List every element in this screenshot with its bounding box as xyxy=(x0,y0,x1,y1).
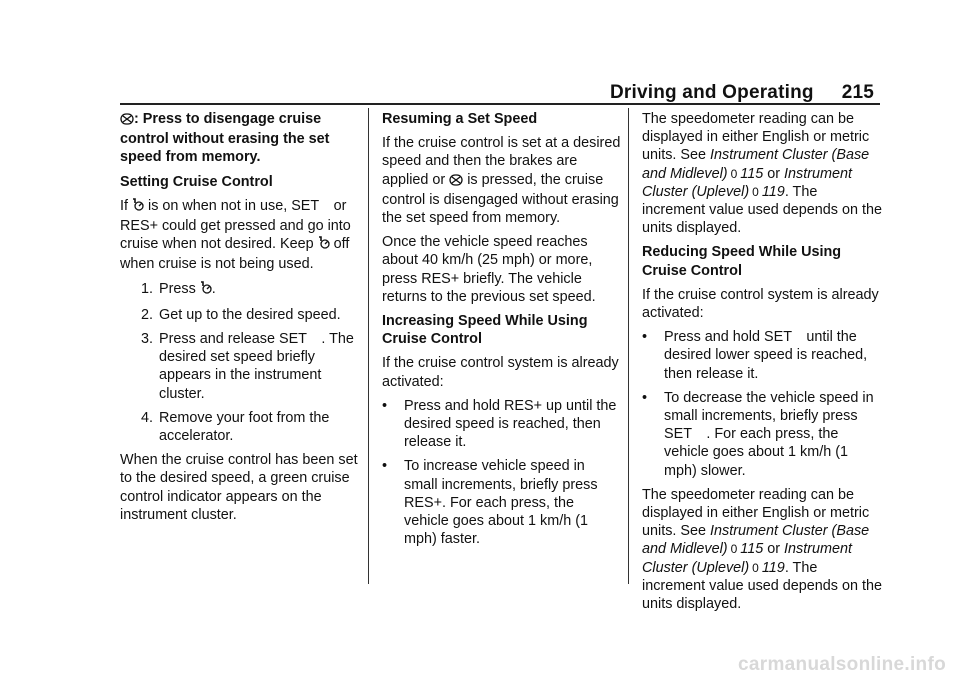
list-item: • Press and hold SET until the desired lower speed is reached, then release it. xyxy=(642,329,868,382)
reduce-heading: Reducing Speed While Using Cruise Control xyxy=(642,244,842,279)
watermark: carmanualsonline.info xyxy=(738,654,946,675)
resume-paragraph-2: Once the vehicle speed reaches about 40 km/h (25 mph) or more, press RES+ briefly. The vehicle returns to the previous set speed. xyxy=(382,234,596,305)
list-item: 2. Get up to the desired speed. xyxy=(140,306,341,323)
list-item: 4. Remove your foot from the accelerator. xyxy=(140,409,330,445)
cruise-control-icon xyxy=(132,198,144,217)
cross-reference-link[interactable]: Instrument Cluster (Uplevel) xyxy=(642,165,853,200)
cruise-control-icon xyxy=(318,236,330,255)
list-item: • Press and hold RES+ up until the desired speed is reached, then release it. xyxy=(382,397,617,451)
speedometer-paragraph-2: The speedometer reading can be displayed in either English or metric units. See Instrument Cluster (Base and Midlevel) 0 115 or Instrument Cluster (Uplevel) 0 119. The increment value used depends on the units displayed. xyxy=(642,486,883,613)
list-item: 3. Press and release SET . The desired set speed briefly appears in the instrument cluster. xyxy=(140,331,354,402)
column-divider-1 xyxy=(368,108,369,584)
increase-list xyxy=(382,397,622,549)
increase-intro: If the cruise control system is already activated: xyxy=(382,355,619,390)
setting-paragraph xyxy=(120,197,360,274)
list-item: • To increase vehicle speed in small increments, briefly press RES+. For each press, the vehicle goes about 1 km/h (1 mph) faster. xyxy=(382,458,598,548)
reduce-intro: If the cruise control system is already activated: xyxy=(642,286,879,322)
steps-list xyxy=(120,280,360,446)
setting-text-c: off when cruise is not being used. xyxy=(120,236,350,273)
setting-text-a: If xyxy=(120,197,128,214)
column-3 xyxy=(642,110,882,619)
cancel-text: : Press to disengage cruise control without erasing the set speed from memory. xyxy=(120,111,330,166)
cross-reference-link[interactable]: Instrument Cluster (Base and Midlevel) xyxy=(642,147,870,182)
cancel-icon xyxy=(449,173,463,191)
cancel-icon xyxy=(120,112,134,130)
cross-reference-link[interactable]: Instrument Cluster (Uplevel) xyxy=(642,541,853,576)
setting-text-b: is on when not in use, SET or RES+ could get pressed and go into cruise when not desired. Keep xyxy=(120,197,351,253)
cruise-control-icon xyxy=(200,281,212,300)
setting-heading: Setting Cruise Control xyxy=(120,173,273,190)
resume-paragraph: If the cruise control is set at a desired speed and then the brakes are applied or is pressed, the cruise control is disengaged without erasing the set speed from memory. xyxy=(382,135,621,227)
page-reference-icon: 0 xyxy=(730,542,738,557)
cancel-paragraph xyxy=(120,110,360,167)
page-reference-icon: 0 xyxy=(752,184,759,199)
column-2 xyxy=(382,110,622,554)
running-header xyxy=(610,82,874,104)
speedometer-paragraph: The speedometer reading can be displayed in either English or metric units. See Instrument Cluster (Base and Midlevel) 0 115 or Instrument Cluster (Uplevel) 0 119. The increment value used depends on the units displayed. xyxy=(642,111,883,237)
page-reference-icon: 0 xyxy=(752,560,759,575)
resume-heading: Resuming a Set Speed xyxy=(382,111,538,127)
section-title: Driving and Operating xyxy=(609,82,814,103)
header-rule xyxy=(120,103,880,105)
cross-reference-link[interactable]: Instrument Cluster (Base and Midlevel) xyxy=(642,523,870,558)
list-item: • To decrease the vehicle speed in small increments, briefly press SET . For each press, the vehicle goes about 1 km/h (1 mph) slower. xyxy=(642,389,874,479)
closing-paragraph: When the cruise control has been set to the desired speed, a green cruise control indicator appears on the instrument cluster. xyxy=(120,452,358,523)
page-reference-icon: 0 xyxy=(730,166,738,181)
column-1 xyxy=(120,110,360,530)
page-number: 215 xyxy=(841,82,874,103)
increase-heading: Increasing Speed While Using Cruise Control xyxy=(382,313,588,348)
reduce-list xyxy=(642,328,882,480)
column-divider-2 xyxy=(628,108,629,584)
list-item: 1. Press . xyxy=(120,280,360,300)
